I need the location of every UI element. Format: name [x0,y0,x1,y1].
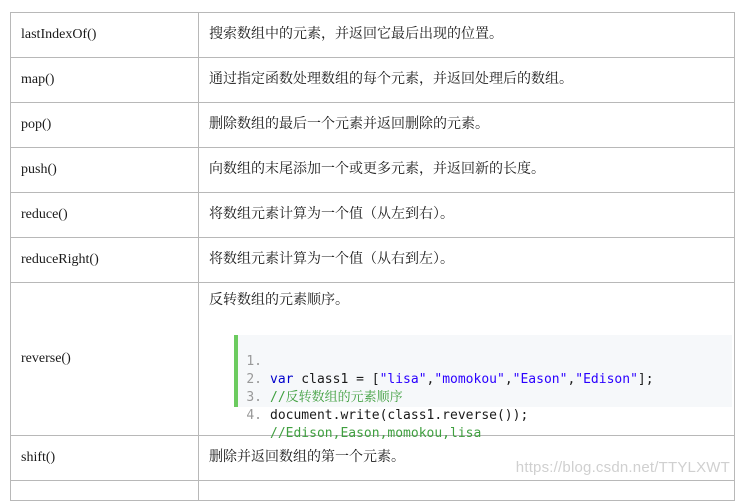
code-line-3: document.write(class1.reverse()); [270,408,529,423]
line-number: 1. [246,354,262,369]
method-description: 删除并返回数组的第一个元素。 [199,436,735,481]
table-row [11,193,735,238]
code-text: , [567,372,576,387]
code-text: , [426,372,435,387]
method-description: 向数组的末尾添加一个或更多元素，并返回新的长度。 [199,148,735,193]
watermark: https://blog.csdn.net/TTYLXWT [515,459,730,476]
method-description: 删除数组的最后一个元素并返回删除的元素。 [199,103,735,148]
code-string: "momokou" [434,372,505,387]
line-number: 4. [246,408,262,423]
code-text: ]; [637,372,654,387]
empty-cell [199,481,735,501]
table-row [11,148,735,193]
table-row [11,13,735,58]
line-number: 3. [246,390,262,405]
code-block [234,335,732,441]
method-name: shift() [11,436,199,481]
method-name: reduce() [11,193,199,238]
table-row [11,481,735,501]
table-row [11,283,735,436]
method-description: 将数组元素计算为一个值（从右到左）。 [199,238,735,283]
code-string: "lisa" [379,372,427,387]
method-name: map() [11,58,199,103]
method-name: reduceRight() [11,238,199,283]
method-name: pop() [11,103,199,148]
method-name: reverse() [11,283,199,436]
table-row [11,103,735,148]
code-text: , [504,372,513,387]
method-description: 搜索数组中的元素，并返回它最后出现的位置。 [199,13,735,58]
table-row [11,58,735,103]
methods-table [10,12,735,501]
method-description: 通过指定函数处理数组的每个元素，并返回处理后的数组。 [199,58,735,103]
method-name: push() [11,148,199,193]
code-keyword: var [270,372,294,387]
code-string: "Eason" [512,372,568,387]
code-line-4: //Edison,Eason,momokou,lisa [270,426,482,441]
line-number: 2. [246,372,262,387]
code-line-2: //反转数组的元素顺序 [270,390,403,405]
code-string: "Edison" [575,372,638,387]
code-text: class1 = [ [293,372,380,387]
method-description-cell [199,283,735,441]
method-name: lastIndexOf() [11,13,199,58]
method-description: 将数组元素计算为一个值（从左到右）。 [199,193,735,238]
method-description: 反转数组的元素顺序。 [209,293,349,308]
empty-cell [11,481,199,501]
table-row [11,238,735,283]
